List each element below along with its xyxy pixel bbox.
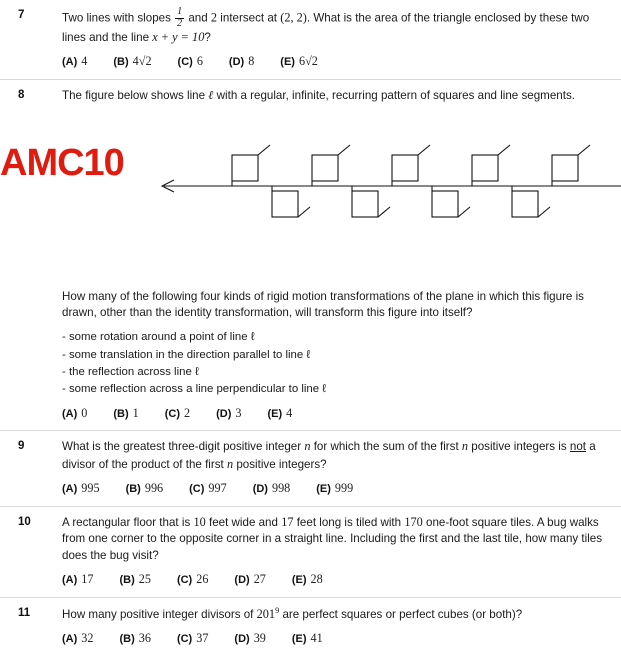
choice-value: 998 (271, 481, 291, 496)
choice-value: 6 (196, 54, 203, 69)
fraction-denominator: 2 (177, 17, 183, 29)
answer-choice-c[interactable] (178, 53, 203, 71)
choice-label: (C) (164, 407, 181, 420)
choice-label: (C) (177, 56, 193, 69)
list-item: - some rotation around a point of line ℓ (62, 331, 255, 344)
slope-value: 2 (210, 10, 218, 25)
problem-text-part: . What is the area of the triangle enclosed by these two lines and the line (62, 11, 590, 44)
problem-text-part: one-foot square tiles. A bug walks from one corner to the opposite corner in a straight line. Including the first and the last tile, how many tiles does the bug visit? (62, 515, 603, 562)
problem-9 (0, 430, 621, 506)
choice-label: (C) (176, 633, 193, 646)
answer-choice-a[interactable] (62, 630, 93, 648)
choice-value: 4 (81, 54, 88, 69)
transformation-list (62, 329, 603, 397)
answer-choice-a[interactable] (62, 405, 87, 423)
emphasis-not: not (569, 440, 586, 454)
choice-label: (E) (291, 574, 307, 587)
problem-body (62, 7, 603, 71)
answer-choice-e[interactable] (292, 571, 323, 589)
problem-text-part: are perfect squares or perfect cubes (or both)? (279, 607, 523, 621)
variable-n: n (304, 439, 311, 454)
list-item: - the reflection across line ℓ (62, 365, 199, 378)
choice-value: 26 (196, 572, 209, 587)
problem-text-part: with a regular, infinite, recurring pattern of squares and line segments. (213, 89, 575, 103)
answer-choice-d[interactable] (234, 571, 265, 589)
choice-label: (D) (234, 574, 250, 587)
choice-label: (E) (291, 633, 307, 646)
problem-question: How many of the following four kinds of rigid motion transformations of the plane in which this figure is drawn, other than the identity transformation, will transform this figure into itself? (62, 289, 584, 319)
choice-label: (E) (280, 56, 295, 69)
choice-label: (A) (62, 574, 78, 587)
problem-text-part: A rectangular floor that is (62, 515, 194, 529)
choice-value: 37 (196, 631, 209, 646)
choice-label: (D) (234, 633, 250, 646)
problem-text-part: The figure below shows line (62, 89, 209, 103)
choice-label: (A) (62, 633, 78, 646)
problem-text-part: feet long is tiled with (293, 515, 405, 529)
choice-value: 32 (81, 631, 94, 646)
choice-label: (A) (62, 407, 78, 420)
variable-n: n (226, 456, 234, 471)
choice-label: (D) (252, 483, 268, 496)
choice-label: (B) (119, 633, 135, 646)
problem-11 (0, 597, 621, 656)
choice-value: 17 (81, 572, 94, 587)
choice-value: 36 (138, 631, 151, 646)
figure-region (0, 109, 603, 289)
answer-choice-c[interactable] (165, 405, 190, 423)
answer-choice-a[interactable] (62, 53, 87, 71)
list-item: - some translation in the direction parallel to line ℓ (62, 348, 311, 361)
choice-label: (A) (62, 56, 78, 69)
list-item: - some reflection across a line perpendicular to line ℓ (62, 382, 326, 395)
choice-value: 0 (81, 405, 88, 420)
answer-choice-e[interactable] (292, 630, 323, 648)
choice-value: 2 (184, 405, 191, 420)
choice-value: 8 (248, 54, 255, 69)
problem-text-part: What is the greatest three-digit positive integer (62, 440, 305, 454)
problem-text-part: and (185, 11, 211, 25)
choice-value: 1 (132, 405, 139, 420)
answer-choice-d[interactable] (253, 480, 291, 498)
problem-text-part: a divisor of the product of the first (62, 440, 596, 471)
power-exponent: 9 (275, 605, 280, 615)
answer-choices (62, 480, 603, 498)
choice-label: (A) (62, 483, 78, 496)
answer-choices (62, 630, 603, 648)
problem-7 (0, 0, 621, 79)
pattern-figure (154, 131, 621, 221)
problem-text-part: ? (204, 31, 211, 44)
variable-n: n (461, 439, 469, 454)
answer-choices (62, 571, 603, 589)
answer-choice-e[interactable] (316, 480, 353, 498)
answer-choice-e[interactable] (280, 53, 318, 71)
choice-label: (B) (113, 407, 129, 420)
choice-label: (D) (216, 407, 232, 420)
answer-choices (62, 53, 603, 71)
choice-value: 4√2 (132, 54, 152, 69)
problem-text-part: positive integers? (233, 457, 327, 471)
answer-choice-b[interactable] (119, 571, 150, 589)
answer-choice-b[interactable] (113, 405, 138, 423)
choice-label: (E) (316, 483, 331, 496)
problem-body (62, 438, 603, 498)
choice-value: 39 (253, 631, 266, 646)
choice-value: 41 (310, 631, 323, 646)
choice-label: (C) (176, 574, 193, 587)
floor-width: 10 (193, 514, 206, 529)
answer-choice-a[interactable] (62, 480, 100, 498)
answer-choice-c[interactable] (177, 571, 208, 589)
problem-text-part: feet wide and (205, 515, 282, 529)
choice-value: 4 (286, 405, 293, 420)
answer-choice-a[interactable] (62, 571, 93, 589)
answer-choice-c[interactable] (189, 480, 227, 498)
fraction-one-half (175, 7, 184, 29)
power-base: 201 (256, 606, 276, 621)
choice-label: (E) (267, 407, 283, 420)
choice-value: 6√2 (298, 54, 318, 69)
answer-choice-b[interactable] (126, 480, 164, 498)
line-label-ell: ℓ (208, 88, 214, 103)
answer-choice-d[interactable] (234, 630, 265, 648)
choice-label: (B) (125, 483, 141, 496)
choice-label: (B) (113, 56, 129, 69)
problem-text-part: positive integers is (468, 440, 570, 454)
choice-value: 999 (334, 481, 354, 496)
problem-body (62, 514, 603, 589)
fraction-numerator: 1 (177, 6, 183, 17)
choice-label: (B) (119, 574, 135, 587)
problem-text-part: Two lines with slopes (62, 11, 175, 25)
problem-body (0, 87, 603, 422)
answer-choice-b[interactable] (119, 630, 150, 648)
line-equation: x + y = 10 (152, 30, 205, 44)
problem-10 (0, 506, 621, 597)
problem-number: 9 (18, 440, 25, 453)
choice-label: (D) (228, 56, 245, 69)
problem-body (62, 605, 603, 648)
choice-value: 28 (310, 572, 323, 587)
problem-8 (0, 79, 621, 430)
problem-number: 10 (18, 515, 31, 528)
problem-number: 8 (18, 89, 25, 102)
choice-value: 27 (253, 572, 266, 587)
answer-choice-c[interactable] (177, 630, 208, 648)
answer-choices (62, 405, 603, 423)
answer-choice-d[interactable] (229, 53, 254, 71)
answer-choice-e[interactable] (268, 405, 293, 423)
choice-value: 25 (138, 572, 151, 587)
problem-text-part: intersect at (217, 11, 281, 25)
problem-text-part: How many positive integer divisors of (62, 607, 257, 621)
tile-count: 170 (404, 514, 423, 529)
choice-value: 3 (235, 405, 242, 420)
intersection-point: (2, 2) (280, 10, 307, 25)
problem-number: 7 (18, 9, 25, 21)
problem-text-part: for which the sum of the first (310, 440, 462, 454)
choice-value: 997 (208, 481, 227, 496)
problem-number: 11 (18, 606, 31, 619)
floor-length: 17 (281, 514, 294, 529)
choice-label: (C) (189, 483, 205, 496)
choice-value: 995 (81, 481, 100, 496)
choice-value: 996 (144, 481, 164, 496)
watermark-amc10: AMC10 (0, 141, 124, 184)
answer-choice-d[interactable] (216, 405, 241, 423)
answer-choice-b[interactable] (113, 53, 151, 71)
